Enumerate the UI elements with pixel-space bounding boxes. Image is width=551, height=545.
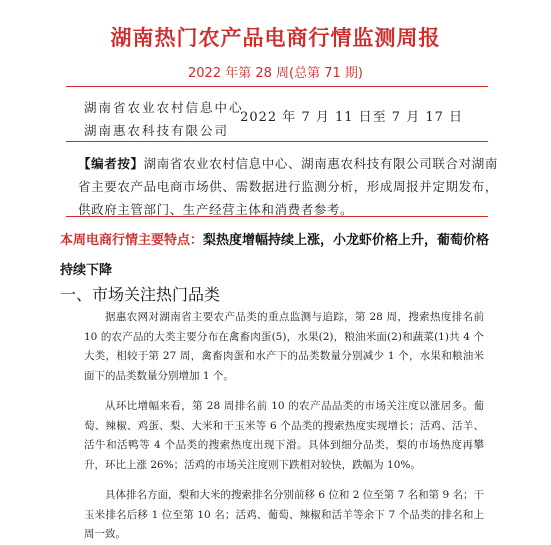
- body-paragraph: 具体排名方面，梨和大米的搜索排名分别前移 6 位和 2 位至第 7 名和第 9 名；干玉米排名后移 1 位至第 10 名；活鸡、葡萄、辣椒和活羊等余下 7 个品类的排名和上周一致。: [84, 489, 484, 540]
- report-title: 湖南热门农产品电商行情监测周报: [110, 26, 441, 50]
- body-paragraph: 据惠农网对湖南省主要农产品类的重点监测与追踪，第 28 周，搜索热度排名前 10 的农产品的大类主要分布在禽畜肉蛋(5)，水果(2)，粮油米面(2)和蔬菜(1)共 4 个大类，相较于第 27 周，禽畜肉蛋和水产下的品类数量分别减少 1 个，水果和粮油米面下的品类数量分别增加 1 个。: [84, 311, 484, 382]
- report-issue: 2022 年第 28 周(总第 71 期): [188, 66, 363, 81]
- highlight-text: 梨热度增幅持续上涨，小龙虾价格上升，葡萄价格持续下降: [60, 233, 490, 278]
- header-top-rule: [66, 86, 488, 87]
- editor-note-text: 湖南省农业农村信息中心、湖南惠农科技有限公司联合对湖南省主要农产品电商市场供、需数据进行监测分析，形成周报并定期发布，供政府主管部门、生产经营主体和消费者参考。: [78, 156, 498, 217]
- report-date-range: 2022 年 7 月 11 日至 7 月 17 日: [240, 110, 463, 125]
- editor-note-rule: [66, 216, 488, 217]
- publisher-org-2: 湖南惠农科技有限公司: [84, 123, 230, 138]
- publisher-org-1: 湖南省农业农村信息中心: [84, 100, 244, 115]
- body-paragraph: 从环比增幅来看，第 28 周排名前 10 的农产品品类的市场关注度以涨居多。葡萄、辣椒、鸡蛋、梨、大米和干玉米等 6 个品类的搜索热度实现增长；活鸡、活羊、活牛和活鸭等 4 个品类的搜索热度出现下滑。具体到细分品类，梨的市场热度再攀升，环比上涨 26%；活鸡的市场关注度则下跌相对较快，跌幅为 10%。: [84, 400, 484, 471]
- header-bottom-rule: [66, 141, 488, 142]
- section-heading: 一、市场关注热门品类: [60, 285, 221, 304]
- editor-note-tag: 【编者按】: [78, 156, 144, 171]
- highlight-label: 本周电商行情主要特点：: [60, 233, 204, 248]
- weekly-highlight: [60, 226, 500, 286]
- editor-note: [78, 152, 498, 221]
